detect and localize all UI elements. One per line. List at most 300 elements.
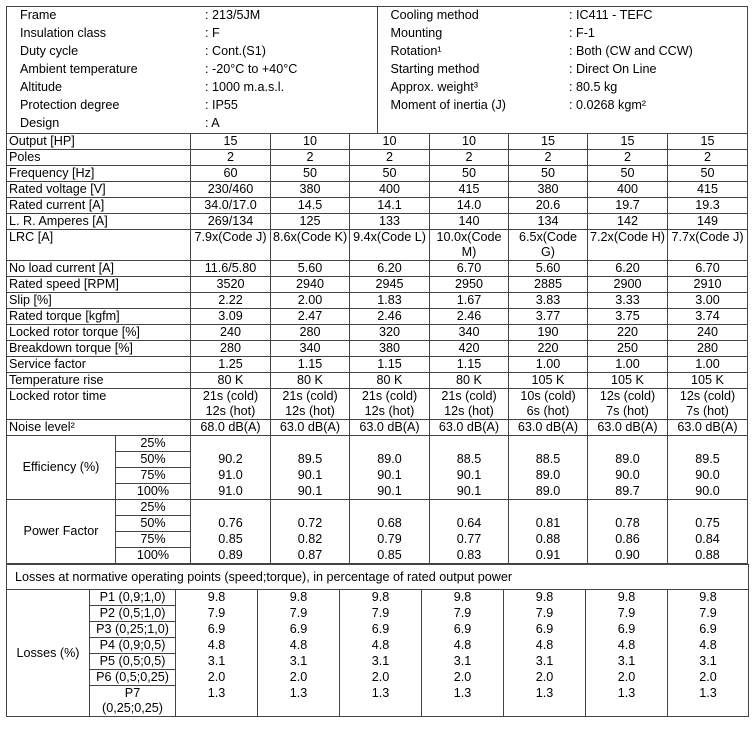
locked-cold: 21s (cold)	[282, 389, 338, 403]
row-label: No load current [A]	[7, 261, 191, 277]
lrc-line1: 9.4x(Code L)	[353, 230, 426, 244]
locked-hot: 12s (hot)	[444, 404, 494, 418]
data-row	[7, 150, 748, 166]
locked-hot: 6s (hot)	[526, 404, 570, 418]
value-cell: 7.9	[176, 606, 258, 622]
row-label: Slip [%]	[7, 293, 191, 309]
value-cell: 4.8	[258, 638, 340, 654]
value-cell: 80 K	[350, 373, 430, 389]
value-cell: 3.09	[191, 309, 271, 325]
lrc-line1: 7.9x(Code J)	[194, 230, 267, 244]
value-cell: 1.3	[422, 686, 504, 717]
value-cell: 2	[350, 150, 430, 166]
value-cell: 90.1	[350, 484, 430, 500]
point-label: P1 (0,9;1,0)	[99, 590, 166, 604]
row-label: Temperature rise	[7, 373, 191, 389]
value-cell: 91.0	[191, 468, 271, 484]
value-cell: 2.00	[271, 293, 350, 309]
spec-value	[569, 115, 749, 133]
value-cell: 2910	[668, 277, 748, 293]
load-pct: 75%	[116, 468, 191, 484]
data-row-efficiency	[7, 468, 748, 484]
value-cell: 89.0	[509, 468, 588, 484]
value-cell: 6.9	[504, 622, 586, 638]
locked-hot: 7s (hot)	[686, 404, 729, 418]
value-cell: 89.5	[668, 452, 748, 468]
locked-cold: 12s (cold)	[679, 389, 736, 403]
row-label: Frequency [Hz]	[7, 166, 191, 182]
value-cell: 3.1	[176, 654, 258, 670]
value-cell	[350, 436, 430, 452]
data-row-efficiency	[7, 484, 748, 500]
value-cell: 80 K	[191, 373, 271, 389]
value-cell: 80 K	[271, 373, 350, 389]
lrc-line2	[352, 245, 427, 260]
value-cell: 149	[668, 214, 748, 230]
data-row	[7, 373, 748, 389]
value-cell: 415	[430, 182, 509, 198]
locked-cold: 21s (cold)	[441, 389, 497, 403]
value-cell: 1.00	[668, 357, 748, 373]
locked-hot: 12s (hot)	[205, 404, 256, 418]
operating-point	[90, 686, 176, 717]
value-cell: 6.9	[340, 622, 422, 638]
locked-hot: 7s (hot)	[606, 404, 649, 418]
value-cell: 50	[668, 166, 748, 182]
spec-label: Insulation class	[20, 26, 107, 40]
value-cell: 280	[271, 325, 350, 341]
lrc-line2: M)	[461, 245, 477, 259]
value-cell	[588, 500, 668, 516]
value-cell: 9.8	[340, 590, 422, 606]
value-cell: 3.77	[509, 309, 588, 325]
value-cell: 105 K	[509, 373, 588, 389]
load-pct: 100%	[116, 548, 191, 564]
value-cell: 3.75	[588, 309, 668, 325]
value-cell: 2.0	[422, 670, 504, 686]
value-cell: 9.8	[586, 590, 668, 606]
value-cell: 6.9	[258, 622, 340, 638]
value-cell: 89.7	[588, 484, 668, 500]
value-cell: 3.00	[668, 293, 748, 309]
row-label: Locked rotor time	[7, 389, 191, 420]
value-cell: 90.1	[430, 468, 509, 484]
losses-table	[6, 564, 749, 717]
spec-label	[377, 115, 569, 133]
spec-value: : F-1	[569, 26, 595, 40]
data-row	[7, 134, 748, 150]
value-cell: 0.84	[668, 532, 748, 548]
value-cell: 7.9	[258, 606, 340, 622]
value-cell	[191, 500, 271, 516]
value-cell: 63.0 dB(A)	[430, 420, 509, 436]
header-row	[7, 25, 749, 43]
operating-point	[90, 606, 176, 622]
value-cell: 220	[509, 341, 588, 357]
row-label: Locked rotor torque [%]	[7, 325, 191, 341]
value-cell: 1.25	[191, 357, 271, 373]
spec-label: Frame	[20, 8, 57, 22]
value-cell: 34.0/17.0	[191, 198, 271, 214]
value-cell: 7.9	[340, 606, 422, 622]
value-cell: 2.0	[504, 670, 586, 686]
value-cell: 0.76	[191, 516, 271, 532]
value-cell: 105 K	[588, 373, 668, 389]
row-label: Breakdown torque [%]	[7, 341, 191, 357]
spec-label: Moment of inertia (J)	[390, 98, 506, 112]
spec-label: Altitude	[20, 80, 63, 94]
value-cell: 89.5	[271, 452, 350, 468]
value-cell: 0.64	[430, 516, 509, 532]
value-cell: 2	[430, 150, 509, 166]
value-cell: 240	[191, 325, 271, 341]
value-cell: 7.9	[668, 606, 749, 622]
value-cell: 2950	[430, 277, 509, 293]
value-cell: 19.7	[588, 198, 668, 214]
data-row	[7, 166, 748, 182]
value-cell: 415	[668, 182, 748, 198]
spec-value: : IP55	[192, 97, 377, 115]
value-cell: 230/460	[191, 182, 271, 198]
value-cell: 6.20	[350, 261, 430, 277]
value-cell: 1.3	[340, 686, 422, 717]
value-cell	[271, 500, 350, 516]
value-cell: 142	[588, 214, 668, 230]
spec-label: Protection degree	[20, 98, 120, 112]
group-label: Efficiency (%)	[7, 436, 116, 500]
value-cell: 105 K	[668, 373, 748, 389]
spec-label: Cooling method	[390, 8, 479, 22]
value-cell: 2885	[509, 277, 588, 293]
value-cell: 1.3	[668, 686, 749, 717]
value-cell: 0.81	[509, 516, 588, 532]
value-cell: 0.88	[668, 548, 748, 564]
value-cell	[271, 389, 350, 420]
value-cell: 3.1	[586, 654, 668, 670]
value-cell: 80 K	[430, 373, 509, 389]
data-row-efficiency	[7, 452, 748, 468]
value-cell: 125	[271, 214, 350, 230]
value-cell: 0.90	[588, 548, 668, 564]
load-pct: 100%	[116, 484, 191, 500]
spec-value: : -20°C to +40°C	[192, 61, 377, 79]
row-label: Rated voltage [V]	[7, 182, 191, 198]
value-cell: 63.0 dB(A)	[668, 420, 748, 436]
header-row	[7, 115, 749, 133]
value-cell: 0.68	[350, 516, 430, 532]
value-cell	[430, 500, 509, 516]
locked-cold: 12s (cold)	[599, 389, 656, 403]
load-pct: 75%	[116, 532, 191, 548]
load-pct: 25%	[116, 500, 191, 516]
data-row-noise	[7, 420, 748, 436]
value-cell: 1.3	[504, 686, 586, 717]
value-cell	[271, 230, 350, 261]
value-cell: 89.0	[350, 452, 430, 468]
value-cell	[350, 230, 430, 261]
header-row	[7, 43, 749, 61]
header-table	[7, 7, 749, 133]
value-cell: 9.8	[668, 590, 749, 606]
load-pct: 25%	[116, 436, 191, 452]
value-cell: 280	[191, 341, 271, 357]
data-row	[7, 309, 748, 325]
value-cell: 0.87	[271, 548, 350, 564]
data-row-powerfactor	[7, 548, 748, 564]
datasheet	[6, 6, 748, 717]
data-row	[7, 261, 748, 277]
value-cell: 2.46	[430, 309, 509, 325]
value-cell: 91.0	[191, 484, 271, 500]
operating-point	[90, 622, 176, 638]
value-cell: 10	[350, 134, 430, 150]
value-cell: 2	[191, 150, 271, 166]
locked-cold: 10s (cold)	[520, 389, 576, 403]
spec-label: Starting method	[390, 62, 480, 76]
value-cell: 4.8	[668, 638, 749, 654]
value-cell	[430, 389, 509, 420]
value-cell: 6.70	[668, 261, 748, 277]
lrc-line1: 8.6x(Code K)	[273, 230, 348, 244]
value-cell	[191, 389, 271, 420]
value-cell	[271, 436, 350, 452]
locked-hot: 12s (hot)	[364, 404, 415, 418]
row-label: Rated current [A]	[7, 198, 191, 214]
data-row	[7, 325, 748, 341]
value-cell: 14.0	[430, 198, 509, 214]
value-cell: 0.89	[191, 548, 271, 564]
data-row	[7, 341, 748, 357]
value-cell: 50	[509, 166, 588, 182]
value-cell: 400	[588, 182, 668, 198]
losses-row	[7, 654, 749, 670]
value-cell: 4.8	[422, 638, 504, 654]
value-cell: 2.0	[668, 670, 749, 686]
data-row-efficiency	[7, 436, 748, 452]
data-row	[7, 198, 748, 214]
value-cell: 14.1	[350, 198, 430, 214]
value-cell: 9.8	[504, 590, 586, 606]
operating-point	[90, 654, 176, 670]
value-cell: 15	[191, 134, 271, 150]
value-cell: 1.83	[350, 293, 430, 309]
spec-value: : 0.0268 kgm²	[569, 98, 647, 112]
value-cell: 1.3	[176, 686, 258, 717]
value-cell: 220	[588, 325, 668, 341]
data-row	[7, 357, 748, 373]
value-cell: 2.0	[258, 670, 340, 686]
losses-row	[7, 590, 749, 606]
data-row-powerfactor	[7, 532, 748, 548]
load-pct: 50%	[116, 516, 191, 532]
value-cell: 2	[588, 150, 668, 166]
value-cell: 89.0	[509, 484, 588, 500]
value-cell: 50	[588, 166, 668, 182]
data-row-powerfactor	[7, 500, 748, 516]
value-cell: 3.1	[422, 654, 504, 670]
value-cell: 1.3	[258, 686, 340, 717]
value-cell: 1.00	[588, 357, 668, 373]
point-label: P5 (0,5;0,5)	[99, 654, 166, 668]
value-cell: 90.1	[350, 468, 430, 484]
value-cell: 15	[509, 134, 588, 150]
data-row	[7, 214, 748, 230]
header-row	[7, 97, 749, 115]
value-cell	[430, 230, 509, 261]
value-cell: 63.0 dB(A)	[350, 420, 430, 436]
spec-label: Approx. weight³	[390, 80, 478, 94]
performance-table	[6, 133, 748, 564]
spec-value: : Both (CW and CCW)	[569, 44, 693, 58]
value-cell: 6.9	[176, 622, 258, 638]
value-cell: 1.67	[430, 293, 509, 309]
value-cell: 269/134	[191, 214, 271, 230]
value-cell: 50	[350, 166, 430, 182]
value-cell	[668, 436, 748, 452]
value-cell: 2	[668, 150, 748, 166]
value-cell: 50	[271, 166, 350, 182]
value-cell: 2900	[588, 277, 668, 293]
losses-row	[7, 638, 749, 654]
value-cell	[509, 500, 588, 516]
spec-value: : 80.5 kg	[569, 80, 618, 94]
locked-cold: 21s (cold)	[361, 389, 418, 403]
value-cell: 0.72	[271, 516, 350, 532]
row-label: Service factor	[7, 357, 191, 373]
value-cell: 2.0	[176, 670, 258, 686]
value-cell	[350, 500, 430, 516]
value-cell: 1.15	[430, 357, 509, 373]
value-cell: 3.83	[509, 293, 588, 309]
value-cell: 6.9	[668, 622, 749, 638]
data-row-powerfactor	[7, 516, 748, 532]
value-cell: 89.0	[588, 452, 668, 468]
point-label: P2 (0,5;1,0)	[99, 606, 166, 620]
point-label: P4 (0,9;0,5)	[99, 638, 166, 652]
value-cell	[191, 230, 271, 261]
operating-point	[90, 670, 176, 686]
locked-hot: 12s (hot)	[285, 404, 335, 418]
row-label: Rated torque [kgfm]	[7, 309, 191, 325]
point-label-2: (0,25;0,25)	[102, 701, 163, 715]
spec-value: : 1000 m.a.s.l.	[192, 79, 377, 97]
value-cell	[509, 230, 588, 261]
point-label: P7	[124, 686, 141, 700]
value-cell: 340	[271, 341, 350, 357]
value-cell	[668, 500, 748, 516]
value-cell: 0.83	[430, 548, 509, 564]
row-label: Noise level²	[7, 420, 191, 436]
losses-row	[7, 606, 749, 622]
value-cell: 7.9	[504, 606, 586, 622]
spec-label: Ambient temperature	[20, 62, 138, 76]
value-cell: 2940	[271, 277, 350, 293]
losses-title: Losses at normative operating points (speed;torque), in percentage of rated output power	[7, 565, 749, 590]
value-cell: 380	[350, 341, 430, 357]
header-row	[7, 7, 749, 25]
value-cell: 140	[430, 214, 509, 230]
value-cell: 5.60	[509, 261, 588, 277]
value-cell	[191, 436, 271, 452]
spec-value: : Cont.(S1)	[192, 43, 377, 61]
value-cell: 4.8	[176, 638, 258, 654]
value-cell: 19.3	[668, 198, 748, 214]
point-label: P3 (0,25;1,0)	[96, 622, 169, 636]
data-row	[7, 277, 748, 293]
value-cell	[509, 436, 588, 452]
value-cell: 280	[668, 341, 748, 357]
value-cell: 340	[430, 325, 509, 341]
value-cell: 0.86	[588, 532, 668, 548]
value-cell	[588, 389, 668, 420]
value-cell: 1.15	[350, 357, 430, 373]
value-cell: 4.8	[504, 638, 586, 654]
value-cell: 10	[271, 134, 350, 150]
row-label: L. R. Amperes [A]	[7, 214, 191, 230]
value-cell: 2.47	[271, 309, 350, 325]
value-cell: 6.9	[586, 622, 668, 638]
value-cell: 4.8	[586, 638, 668, 654]
value-cell	[430, 436, 509, 452]
value-cell: 15	[588, 134, 668, 150]
value-cell: 3.1	[340, 654, 422, 670]
value-cell: 133	[350, 214, 430, 230]
header-row	[7, 79, 749, 97]
value-cell: 90.0	[668, 484, 748, 500]
value-cell: 14.5	[271, 198, 350, 214]
spec-label: Rotation¹	[390, 44, 442, 58]
lrc-line1: 6.5x(Code	[518, 230, 578, 244]
spec-value: : F	[192, 25, 377, 43]
value-cell: 3.33	[588, 293, 668, 309]
value-cell: 63.0 dB(A)	[271, 420, 350, 436]
lrc-line2	[590, 245, 665, 260]
operating-point	[90, 638, 176, 654]
value-cell: 2.22	[191, 293, 271, 309]
value-cell	[588, 436, 668, 452]
value-cell: 0.77	[430, 532, 509, 548]
value-cell: 3520	[191, 277, 271, 293]
point-label: P6 (0,5;0,25)	[96, 670, 169, 684]
value-cell: 60	[191, 166, 271, 182]
value-cell: 0.88	[509, 532, 588, 548]
value-cell: 7.9	[422, 606, 504, 622]
header-block	[6, 6, 748, 133]
value-cell: 9.8	[176, 590, 258, 606]
value-cell: 1.3	[586, 686, 668, 717]
value-cell: 400	[350, 182, 430, 198]
value-cell: 2.46	[350, 309, 430, 325]
lrc-line2	[273, 245, 347, 260]
value-cell: 6.9	[422, 622, 504, 638]
row-label: Poles	[7, 150, 191, 166]
data-row	[7, 182, 748, 198]
losses-title-row	[7, 565, 749, 590]
value-cell	[668, 389, 748, 420]
value-cell: 88.5	[509, 452, 588, 468]
value-cell: 63.0 dB(A)	[588, 420, 668, 436]
value-cell: 3.74	[668, 309, 748, 325]
row-label: Output [HP]	[7, 134, 191, 150]
value-cell: 11.6/5.80	[191, 261, 271, 277]
value-cell: 90.1	[430, 484, 509, 500]
losses-row	[7, 670, 749, 686]
lrc-line1: 7.7x(Code J)	[671, 230, 744, 244]
value-cell	[509, 389, 588, 420]
value-cell: 0.85	[350, 548, 430, 564]
value-cell: 250	[588, 341, 668, 357]
row-label: Rated speed [RPM]	[7, 277, 191, 293]
